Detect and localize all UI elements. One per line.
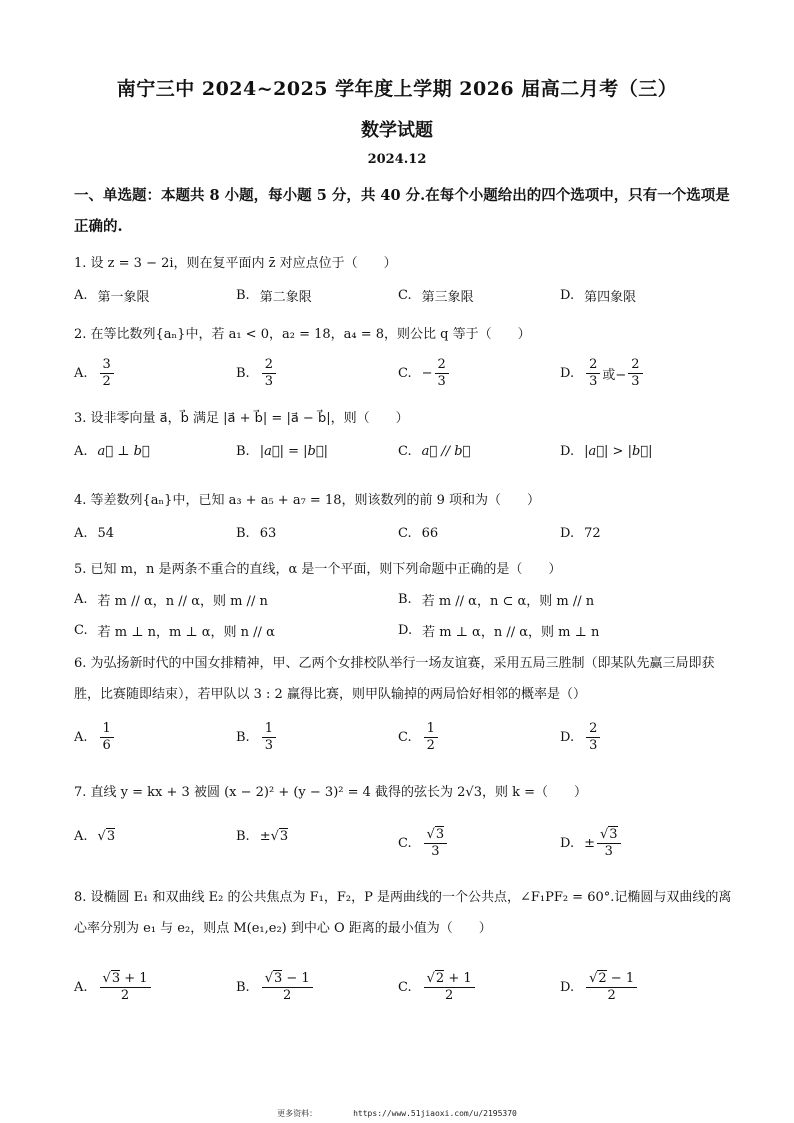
q8-option-d[interactable]: D. $\frac{√2 - 1}{2}$ bbox=[560, 972, 639, 1004]
q4-option-b[interactable]: B. 63 bbox=[236, 526, 277, 541]
q8-option-c[interactable]: C. $\frac{√2 + 1}{2}$ bbox=[398, 972, 477, 1004]
q5-options-cd bbox=[74, 621, 734, 651]
q6-option-a[interactable]: A. $\frac{1}{6}$ bbox=[74, 722, 116, 754]
q2-option-b[interactable]: B. $\frac{2}{3}$ bbox=[236, 358, 278, 390]
question-7: 7. 直线 y = kx + 3 被圆 (x − 2)² + (y − 3)² = 4 截得的弦长为 2√3，则 k =（ ） bbox=[74, 785, 588, 800]
q4-option-a[interactable]: A. 54 bbox=[74, 526, 115, 541]
q6-option-c[interactable]: C. $\frac{1}{2}$ bbox=[398, 722, 440, 754]
q7-option-c[interactable]: C. $\frac{√3}{3}$ bbox=[398, 828, 449, 860]
q3-option-d[interactable]: D. |a⃗| > |b⃗| bbox=[560, 444, 653, 459]
exam-title: 南宁三中 2024~2025 学年度上学期 2026 届高二月考（三） bbox=[116, 78, 678, 100]
exam-date: 2024.12 bbox=[367, 152, 427, 167]
exam-subject: 数学试题 bbox=[361, 120, 433, 141]
q5-options-ab bbox=[74, 590, 734, 620]
q1-option-d[interactable]: D. 第四象限 bbox=[560, 288, 637, 305]
section-heading: 一、单选题：本题共 8 小题，每小题 5 分，共 40 分.在每个小题给出的四个选项中，只有一个选项是正确的. bbox=[74, 187, 730, 235]
question-1: 1. 设 z = 3 − 2i，则在复平面内 z̄ 对应点位于（ ） bbox=[74, 256, 397, 271]
q3-options bbox=[74, 444, 734, 474]
q3-option-a[interactable]: A. a⃗ ⊥ b⃗ bbox=[74, 444, 150, 459]
question-4: 4. 等差数列{aₙ}中，已知 a₃ + a₅ + a₇ = 18，则该数列的前 9 项和为（ ） bbox=[74, 493, 541, 508]
q8-option-a[interactable]: A. $\frac{√3 + 1}{2}$ bbox=[74, 972, 153, 1004]
q6-option-b[interactable]: B. $\frac{1}{3}$ bbox=[236, 722, 278, 754]
q5-option-b[interactable]: B. 若 m // α，n ⊂ α，则 m // n bbox=[398, 592, 595, 609]
q7-option-d[interactable]: D. ± $\frac{√3}{3}$ bbox=[560, 828, 623, 860]
q8-options bbox=[74, 972, 734, 1002]
question-8: 8. 设椭圆 E₁ 和双曲线 E₂ 的公共焦点为 F₁，F₂，P 是两曲线的一个公共点，∠F₁PF₂ = 60°.记椭圆与双曲线的离心率分别为 e₁ 与 e₂，则点 M(e₁,e₂) 到中心 O 距离的最小值为（ ） bbox=[74, 890, 732, 936]
q3-option-c[interactable]: C. a⃗ // b⃗ bbox=[398, 444, 471, 459]
q2-option-c[interactable]: C. − $\frac{2}{3}$ bbox=[398, 358, 451, 390]
q8-option-b[interactable]: B. $\frac{√3 - 1}{2}$ bbox=[236, 972, 315, 1004]
question-6: 6. 为弘扬新时代的中国女排精神，甲、乙两个女排校队举行一场友谊赛，采用五局三胜制（即某队先赢三局即获胜，比赛随即结束），若甲队以 3 : 2 赢得比赛，则甲队输掉的两局恰好相邻的概率是（） bbox=[74, 656, 715, 702]
q5-option-a[interactable]: A. 若 m // α，n // α，则 m // n bbox=[74, 592, 268, 609]
q7-option-b[interactable]: B. ±√ 3 bbox=[236, 828, 289, 844]
q5-option-d[interactable]: D. 若 m ⊥ α，n // α，则 m ⊥ n bbox=[398, 623, 600, 640]
q4-option-c[interactable]: C. 66 bbox=[398, 526, 439, 541]
q6-options bbox=[74, 722, 734, 752]
q3-option-b[interactable]: B. |a⃗| = |b⃗| bbox=[236, 444, 329, 459]
q2-option-d[interactable]: D. $\frac{2}{3}$ 或− $\frac{2}{3}$ bbox=[560, 358, 645, 390]
question-3: 3. 设非零向量 a⃗，b⃗ 满足 |a⃗ + b⃗| = |a⃗ − b⃗|，则（ ） bbox=[74, 411, 409, 426]
q5-option-c[interactable]: C. 若 m ⊥ n，m ⊥ α，则 n // α bbox=[74, 623, 275, 640]
question-2: 2. 在等比数列{aₙ}中，若 a₁ < 0，a₂ = 18，a₄ = 8，则公比 q 等于（ ） bbox=[74, 327, 531, 342]
q6-option-d[interactable]: D. $\frac{2}{3}$ bbox=[560, 722, 602, 754]
q1-option-a[interactable]: A. 第一象限 bbox=[74, 288, 150, 305]
q4-options bbox=[74, 526, 734, 556]
q1-option-b[interactable]: B. 第二象限 bbox=[236, 288, 312, 305]
q1-option-c[interactable]: C. 第三象限 bbox=[398, 288, 474, 305]
footer bbox=[0, 1108, 794, 1119]
q2-options bbox=[74, 358, 734, 388]
footer-link[interactable]: https://www.51jiaoxi.com/u/2195370 bbox=[353, 1109, 517, 1118]
question-5: 5. 已知 m，n 是两条不重合的直线，α 是一个平面，则下列命题中正确的是（ ） bbox=[74, 562, 562, 577]
q4-option-d[interactable]: D. 72 bbox=[560, 526, 601, 541]
footer-label: 更多资料： bbox=[277, 1109, 318, 1118]
q1-options bbox=[74, 286, 734, 316]
q7-options bbox=[74, 828, 734, 858]
q2-option-a[interactable]: A. $\frac{3}{2}$ bbox=[74, 358, 116, 390]
q7-option-a[interactable]: A. √ 3 bbox=[74, 828, 116, 844]
